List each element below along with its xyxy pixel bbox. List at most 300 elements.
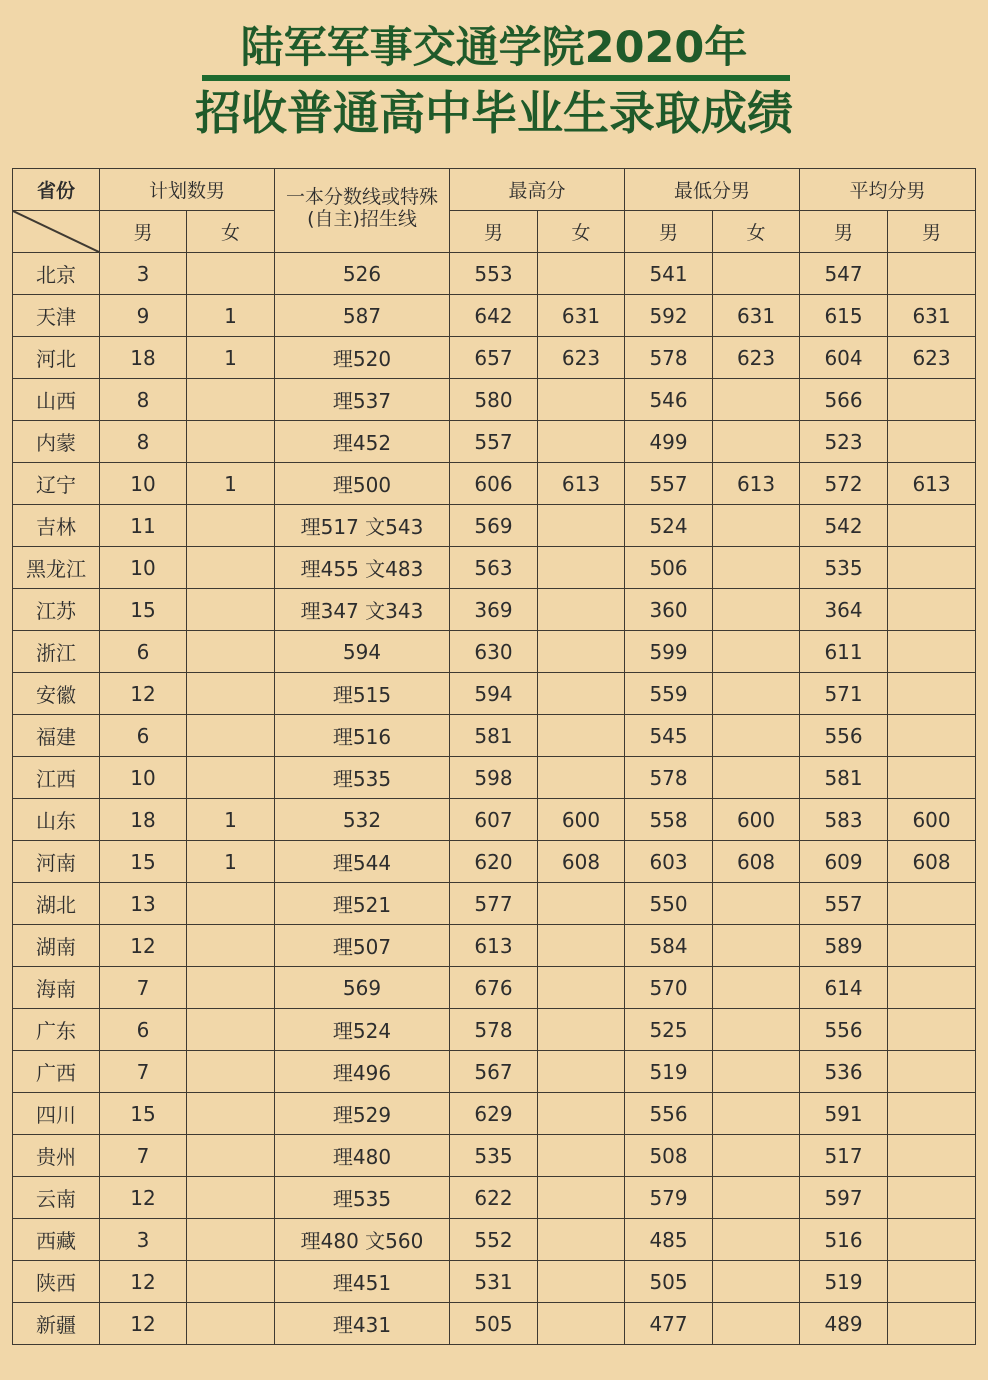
admission-line-cell: 理500 bbox=[275, 463, 450, 505]
admission-line-cell: 理537 bbox=[275, 379, 450, 421]
lowest-male-cell: 477 bbox=[625, 1303, 713, 1345]
admission-line-cell: 理451 bbox=[275, 1261, 450, 1303]
highest-female-cell: 631 bbox=[538, 295, 625, 337]
province-cell: 浙江 bbox=[13, 631, 100, 673]
admission-line-cell: 理507 bbox=[275, 925, 450, 967]
table-row bbox=[13, 673, 976, 715]
plan-male-cell: 11 bbox=[100, 505, 187, 547]
average-male-2-cell bbox=[888, 379, 976, 421]
province-cell: 天津 bbox=[13, 295, 100, 337]
highest-male-header: 男 bbox=[450, 211, 538, 253]
lowest-female-cell bbox=[713, 1093, 800, 1135]
average-male-2-cell bbox=[888, 589, 976, 631]
admission-line-cell: 理480 bbox=[275, 1135, 450, 1177]
province-cell: 江西 bbox=[13, 757, 100, 799]
province-cell: 湖南 bbox=[13, 925, 100, 967]
table-row bbox=[13, 1135, 976, 1177]
diagonal-corner-cell bbox=[13, 211, 100, 253]
lowest-female-cell: 600 bbox=[713, 799, 800, 841]
highest-female-header: 女 bbox=[538, 211, 625, 253]
average-male-cell: 581 bbox=[800, 757, 888, 799]
province-cell: 河北 bbox=[13, 337, 100, 379]
province-cell: 福建 bbox=[13, 715, 100, 757]
admission-line-cell: 526 bbox=[275, 253, 450, 295]
average-male-2-cell: 623 bbox=[888, 337, 976, 379]
province-cell: 吉林 bbox=[13, 505, 100, 547]
plan-male-cell: 12 bbox=[100, 1177, 187, 1219]
admission-line-cell: 理496 bbox=[275, 1051, 450, 1093]
highest-female-cell bbox=[538, 1135, 625, 1177]
admission-line-cell: 理535 bbox=[275, 757, 450, 799]
plan-female-cell bbox=[187, 1009, 275, 1051]
plan-female-cell bbox=[187, 1093, 275, 1135]
lowest-female-cell bbox=[713, 1219, 800, 1261]
admission-line-cell: 587 bbox=[275, 295, 450, 337]
plan-male-cell: 3 bbox=[100, 1219, 187, 1261]
highest-header: 最高分 bbox=[450, 169, 625, 211]
plan-male-cell: 12 bbox=[100, 925, 187, 967]
lowest-female-cell bbox=[713, 1303, 800, 1345]
plan-female-cell bbox=[187, 505, 275, 547]
highest-male-cell: 598 bbox=[450, 757, 538, 799]
average-male-2-cell bbox=[888, 631, 976, 673]
average-male-2-cell bbox=[888, 253, 976, 295]
lowest-male-header: 男 bbox=[625, 211, 713, 253]
admission-line-cell: 594 bbox=[275, 631, 450, 673]
province-cell: 海南 bbox=[13, 967, 100, 1009]
highest-female-cell bbox=[538, 715, 625, 757]
lowest-male-cell: 506 bbox=[625, 547, 713, 589]
plan-male-cell: 8 bbox=[100, 421, 187, 463]
plan-male-cell: 18 bbox=[100, 799, 187, 841]
highest-male-cell: 505 bbox=[450, 1303, 538, 1345]
plan-female-cell bbox=[187, 925, 275, 967]
plan-female-cell bbox=[187, 673, 275, 715]
average-male-cell: 547 bbox=[800, 253, 888, 295]
highest-female-cell bbox=[538, 547, 625, 589]
average-male-2-cell bbox=[888, 1051, 976, 1093]
highest-female-cell bbox=[538, 379, 625, 421]
average-male-2-cell bbox=[888, 1009, 976, 1051]
table-row bbox=[13, 925, 976, 967]
average-male-cell: 364 bbox=[800, 589, 888, 631]
lowest-female-cell: 631 bbox=[713, 295, 800, 337]
lowest-male-cell: 558 bbox=[625, 799, 713, 841]
highest-male-cell: 563 bbox=[450, 547, 538, 589]
lowest-male-cell: 519 bbox=[625, 1051, 713, 1093]
highest-male-cell: 657 bbox=[450, 337, 538, 379]
lowest-male-cell: 541 bbox=[625, 253, 713, 295]
header-row-1 bbox=[13, 169, 976, 211]
table-row bbox=[13, 421, 976, 463]
average-male-2-cell: 608 bbox=[888, 841, 976, 883]
admission-line-cell: 理452 bbox=[275, 421, 450, 463]
plan-female-cell bbox=[187, 1261, 275, 1303]
plan-male-cell: 7 bbox=[100, 1135, 187, 1177]
average-male-cell: 591 bbox=[800, 1093, 888, 1135]
admission-line-cell: 理347 文343 bbox=[275, 589, 450, 631]
table-row bbox=[13, 1303, 976, 1345]
average-male-cell: 614 bbox=[800, 967, 888, 1009]
province-cell: 广西 bbox=[13, 1051, 100, 1093]
admission-line-cell: 理455 文483 bbox=[275, 547, 450, 589]
table-row bbox=[13, 253, 976, 295]
diagonal-line bbox=[13, 211, 99, 252]
province-cell: 广东 bbox=[13, 1009, 100, 1051]
lowest-female-cell: 623 bbox=[713, 337, 800, 379]
plan-female-cell bbox=[187, 379, 275, 421]
lowest-female-cell: 613 bbox=[713, 463, 800, 505]
province-cell: 贵州 bbox=[13, 1135, 100, 1177]
title-line-2: 招收普通高中毕业生录取成绩 bbox=[195, 86, 793, 140]
highest-female-cell: 613 bbox=[538, 463, 625, 505]
lowest-male-cell: 524 bbox=[625, 505, 713, 547]
table-row bbox=[13, 589, 976, 631]
table-row bbox=[13, 379, 976, 421]
highest-female-cell bbox=[538, 631, 625, 673]
highest-male-cell: 622 bbox=[450, 1177, 538, 1219]
highest-male-cell: 607 bbox=[450, 799, 538, 841]
average-male-2-cell bbox=[888, 715, 976, 757]
table-row bbox=[13, 463, 976, 505]
lowest-male-cell: 360 bbox=[625, 589, 713, 631]
plan-male-cell: 12 bbox=[100, 1303, 187, 1345]
highest-male-cell: 569 bbox=[450, 505, 538, 547]
highest-female-cell bbox=[538, 673, 625, 715]
highest-male-cell: 369 bbox=[450, 589, 538, 631]
highest-female-cell bbox=[538, 1303, 625, 1345]
average-header: 平均分男 bbox=[800, 169, 976, 211]
highest-male-cell: 676 bbox=[450, 967, 538, 1009]
table-row bbox=[13, 547, 976, 589]
highest-male-cell: 557 bbox=[450, 421, 538, 463]
average-male-cell: 542 bbox=[800, 505, 888, 547]
highest-male-cell: 613 bbox=[450, 925, 538, 967]
admission-line-cell: 理521 bbox=[275, 883, 450, 925]
plan-female-cell bbox=[187, 883, 275, 925]
average-male-cell: 572 bbox=[800, 463, 888, 505]
highest-female-cell bbox=[538, 1177, 625, 1219]
line-header-text-2: (自主)招生线 bbox=[307, 207, 417, 230]
highest-male-cell: 553 bbox=[450, 253, 538, 295]
plan-female-cell bbox=[187, 1051, 275, 1093]
lowest-female-cell bbox=[713, 1009, 800, 1051]
lowest-male-cell: 557 bbox=[625, 463, 713, 505]
plan-male-cell: 7 bbox=[100, 1051, 187, 1093]
plan-male-cell: 9 bbox=[100, 295, 187, 337]
lowest-female-cell bbox=[713, 379, 800, 421]
plan-male-cell: 3 bbox=[100, 253, 187, 295]
average-male-cell: 611 bbox=[800, 631, 888, 673]
lowest-male-cell: 570 bbox=[625, 967, 713, 1009]
lowest-male-cell: 525 bbox=[625, 1009, 713, 1051]
admission-line-cell: 理529 bbox=[275, 1093, 450, 1135]
province-cell: 内蒙 bbox=[13, 421, 100, 463]
highest-female-cell bbox=[538, 1219, 625, 1261]
average-male-cell: 536 bbox=[800, 1051, 888, 1093]
highest-female-cell: 600 bbox=[538, 799, 625, 841]
admission-line-cell: 理520 bbox=[275, 337, 450, 379]
lowest-male-cell: 599 bbox=[625, 631, 713, 673]
average-male-2-cell bbox=[888, 421, 976, 463]
lowest-male-cell: 603 bbox=[625, 841, 713, 883]
header-row-2 bbox=[13, 211, 976, 253]
plan-male-cell: 12 bbox=[100, 1261, 187, 1303]
lowest-female-cell: 608 bbox=[713, 841, 800, 883]
plan-female-cell: 1 bbox=[187, 295, 275, 337]
average-male-2-cell: 631 bbox=[888, 295, 976, 337]
highest-female-cell bbox=[538, 421, 625, 463]
highest-male-cell: 531 bbox=[450, 1261, 538, 1303]
province-cell: 西藏 bbox=[13, 1219, 100, 1261]
average-male-2-cell bbox=[888, 883, 976, 925]
table-row bbox=[13, 1009, 976, 1051]
average-male-2-cell bbox=[888, 925, 976, 967]
highest-female-cell bbox=[538, 925, 625, 967]
line-header bbox=[275, 169, 450, 253]
table-row bbox=[13, 1219, 976, 1261]
highest-male-cell: 630 bbox=[450, 631, 538, 673]
highest-male-cell: 578 bbox=[450, 1009, 538, 1051]
admission-line-cell: 532 bbox=[275, 799, 450, 841]
title-divider bbox=[202, 75, 790, 81]
admission-line-cell: 理480 文560 bbox=[275, 1219, 450, 1261]
province-cell: 新疆 bbox=[13, 1303, 100, 1345]
lowest-female-cell bbox=[713, 1135, 800, 1177]
lowest-female-cell bbox=[713, 547, 800, 589]
table-row bbox=[13, 1093, 976, 1135]
province-header: 省份 bbox=[13, 169, 100, 211]
admission-line-cell: 理524 bbox=[275, 1009, 450, 1051]
table-row bbox=[13, 883, 976, 925]
lowest-male-cell: 556 bbox=[625, 1093, 713, 1135]
lowest-male-cell: 579 bbox=[625, 1177, 713, 1219]
highest-male-cell: 629 bbox=[450, 1093, 538, 1135]
admission-line-cell: 理544 bbox=[275, 841, 450, 883]
province-cell: 江苏 bbox=[13, 589, 100, 631]
average-male-cell: 489 bbox=[800, 1303, 888, 1345]
average-male-2-cell: 613 bbox=[888, 463, 976, 505]
lowest-male-cell: 584 bbox=[625, 925, 713, 967]
average-male-cell: 604 bbox=[800, 337, 888, 379]
lowest-male-cell: 578 bbox=[625, 337, 713, 379]
plan-male-cell: 15 bbox=[100, 589, 187, 631]
plan-male-cell: 10 bbox=[100, 547, 187, 589]
table-row bbox=[13, 799, 976, 841]
plan-female-cell bbox=[187, 715, 275, 757]
table-row bbox=[13, 1177, 976, 1219]
plan-header: 计划数男 bbox=[100, 169, 275, 211]
average-male-cell: 597 bbox=[800, 1177, 888, 1219]
plan-female-cell bbox=[187, 757, 275, 799]
plan-female-cell: 1 bbox=[187, 337, 275, 379]
highest-female-cell bbox=[538, 1051, 625, 1093]
lowest-male-cell: 550 bbox=[625, 883, 713, 925]
highest-female-cell bbox=[538, 589, 625, 631]
average-male-cell: 517 bbox=[800, 1135, 888, 1177]
lowest-female-cell bbox=[713, 1261, 800, 1303]
lowest-male-cell: 578 bbox=[625, 757, 713, 799]
lowest-female-cell bbox=[713, 589, 800, 631]
plan-male-cell: 6 bbox=[100, 1009, 187, 1051]
highest-female-cell: 623 bbox=[538, 337, 625, 379]
average-male-cell: 566 bbox=[800, 379, 888, 421]
plan-female-cell bbox=[187, 631, 275, 673]
plan-female-cell: 1 bbox=[187, 841, 275, 883]
line-header-text-1: 一本分数线或特殊 bbox=[286, 185, 439, 208]
province-cell: 河南 bbox=[13, 841, 100, 883]
plan-male-header: 男 bbox=[100, 211, 187, 253]
lowest-male-cell: 508 bbox=[625, 1135, 713, 1177]
admission-line-cell: 569 bbox=[275, 967, 450, 1009]
plan-female-cell bbox=[187, 1303, 275, 1345]
admission-line-cell: 理515 bbox=[275, 673, 450, 715]
table-row bbox=[13, 631, 976, 673]
lowest-male-cell: 559 bbox=[625, 673, 713, 715]
admission-line-cell: 理535 bbox=[275, 1177, 450, 1219]
lowest-female-cell bbox=[713, 505, 800, 547]
plan-male-cell: 12 bbox=[100, 673, 187, 715]
average-male-header-2: 男 bbox=[888, 211, 976, 253]
table-row bbox=[13, 967, 976, 1009]
lowest-male-cell: 592 bbox=[625, 295, 713, 337]
average-male-2-cell bbox=[888, 1219, 976, 1261]
average-male-cell: 609 bbox=[800, 841, 888, 883]
average-male-2-cell bbox=[888, 1135, 976, 1177]
lowest-female-header: 女 bbox=[713, 211, 800, 253]
plan-male-cell: 7 bbox=[100, 967, 187, 1009]
plan-female-cell bbox=[187, 253, 275, 295]
title-line-1: 陆军军事交通学院2020年 bbox=[240, 23, 748, 73]
table-row bbox=[13, 757, 976, 799]
plan-female-cell bbox=[187, 967, 275, 1009]
province-cell: 安徽 bbox=[13, 673, 100, 715]
plan-female-cell: 1 bbox=[187, 463, 275, 505]
province-cell: 湖北 bbox=[13, 883, 100, 925]
average-male-2-cell bbox=[888, 1093, 976, 1135]
province-cell: 云南 bbox=[13, 1177, 100, 1219]
highest-male-cell: 620 bbox=[450, 841, 538, 883]
plan-male-cell: 8 bbox=[100, 379, 187, 421]
province-cell: 山东 bbox=[13, 799, 100, 841]
lowest-female-cell bbox=[713, 1051, 800, 1093]
plan-male-cell: 10 bbox=[100, 463, 187, 505]
highest-female-cell bbox=[538, 1009, 625, 1051]
highest-male-cell: 567 bbox=[450, 1051, 538, 1093]
average-male-cell: 571 bbox=[800, 673, 888, 715]
average-male-2-cell bbox=[888, 757, 976, 799]
province-cell: 黑龙江 bbox=[13, 547, 100, 589]
lowest-header: 最低分男 bbox=[625, 169, 800, 211]
average-male-2-cell bbox=[888, 505, 976, 547]
highest-male-cell: 642 bbox=[450, 295, 538, 337]
plan-male-cell: 15 bbox=[100, 841, 187, 883]
plan-female-cell: 1 bbox=[187, 799, 275, 841]
average-male-2-cell bbox=[888, 673, 976, 715]
plan-female-cell bbox=[187, 1135, 275, 1177]
lowest-female-cell bbox=[713, 421, 800, 463]
plan-female-cell bbox=[187, 1219, 275, 1261]
lowest-male-cell: 499 bbox=[625, 421, 713, 463]
lowest-female-cell bbox=[713, 715, 800, 757]
average-male-2-cell bbox=[888, 1261, 976, 1303]
plan-female-cell bbox=[187, 547, 275, 589]
highest-female-cell bbox=[538, 1261, 625, 1303]
average-male-cell: 519 bbox=[800, 1261, 888, 1303]
plan-male-cell: 18 bbox=[100, 337, 187, 379]
admission-line-cell: 理516 bbox=[275, 715, 450, 757]
average-male-cell: 523 bbox=[800, 421, 888, 463]
highest-male-cell: 577 bbox=[450, 883, 538, 925]
table-row bbox=[13, 1051, 976, 1093]
average-male-cell: 556 bbox=[800, 715, 888, 757]
plan-female-header: 女 bbox=[187, 211, 275, 253]
province-cell: 山西 bbox=[13, 379, 100, 421]
lowest-female-cell bbox=[713, 673, 800, 715]
average-male-2-cell bbox=[888, 547, 976, 589]
plan-male-cell: 15 bbox=[100, 1093, 187, 1135]
lowest-female-cell bbox=[713, 631, 800, 673]
average-male-cell: 615 bbox=[800, 295, 888, 337]
province-cell: 陕西 bbox=[13, 1261, 100, 1303]
highest-male-cell: 594 bbox=[450, 673, 538, 715]
average-male-cell: 557 bbox=[800, 883, 888, 925]
admission-score-table bbox=[12, 168, 976, 1345]
lowest-male-cell: 485 bbox=[625, 1219, 713, 1261]
table-row bbox=[13, 295, 976, 337]
highest-female-cell bbox=[538, 1093, 625, 1135]
lowest-male-cell: 505 bbox=[625, 1261, 713, 1303]
table-row bbox=[13, 841, 976, 883]
average-male-2-cell bbox=[888, 967, 976, 1009]
average-male-cell: 556 bbox=[800, 1009, 888, 1051]
average-male-cell: 535 bbox=[800, 547, 888, 589]
average-male-2-cell bbox=[888, 1303, 976, 1345]
province-cell: 四川 bbox=[13, 1093, 100, 1135]
admission-line-cell: 理431 bbox=[275, 1303, 450, 1345]
plan-female-cell bbox=[187, 1177, 275, 1219]
admission-line-cell: 理517 文543 bbox=[275, 505, 450, 547]
highest-male-cell: 606 bbox=[450, 463, 538, 505]
plan-male-cell: 6 bbox=[100, 715, 187, 757]
highest-male-cell: 580 bbox=[450, 379, 538, 421]
lowest-female-cell bbox=[713, 1177, 800, 1219]
average-male-cell: 583 bbox=[800, 799, 888, 841]
plan-female-cell bbox=[187, 589, 275, 631]
plan-male-cell: 10 bbox=[100, 757, 187, 799]
average-male-cell: 589 bbox=[800, 925, 888, 967]
province-cell: 北京 bbox=[13, 253, 100, 295]
average-male-2-cell: 600 bbox=[888, 799, 976, 841]
average-male-cell: 516 bbox=[800, 1219, 888, 1261]
highest-female-cell bbox=[538, 967, 625, 1009]
highest-female-cell: 608 bbox=[538, 841, 625, 883]
highest-male-cell: 535 bbox=[450, 1135, 538, 1177]
plan-male-cell: 6 bbox=[100, 631, 187, 673]
highest-female-cell bbox=[538, 253, 625, 295]
lowest-male-cell: 545 bbox=[625, 715, 713, 757]
table-row bbox=[13, 1261, 976, 1303]
table-row bbox=[13, 505, 976, 547]
lowest-female-cell bbox=[713, 757, 800, 799]
lowest-female-cell bbox=[713, 967, 800, 1009]
highest-female-cell bbox=[538, 757, 625, 799]
highest-male-cell: 552 bbox=[450, 1219, 538, 1261]
plan-male-cell: 13 bbox=[100, 883, 187, 925]
average-male-2-cell bbox=[888, 1177, 976, 1219]
highest-female-cell bbox=[538, 883, 625, 925]
table-row bbox=[13, 715, 976, 757]
